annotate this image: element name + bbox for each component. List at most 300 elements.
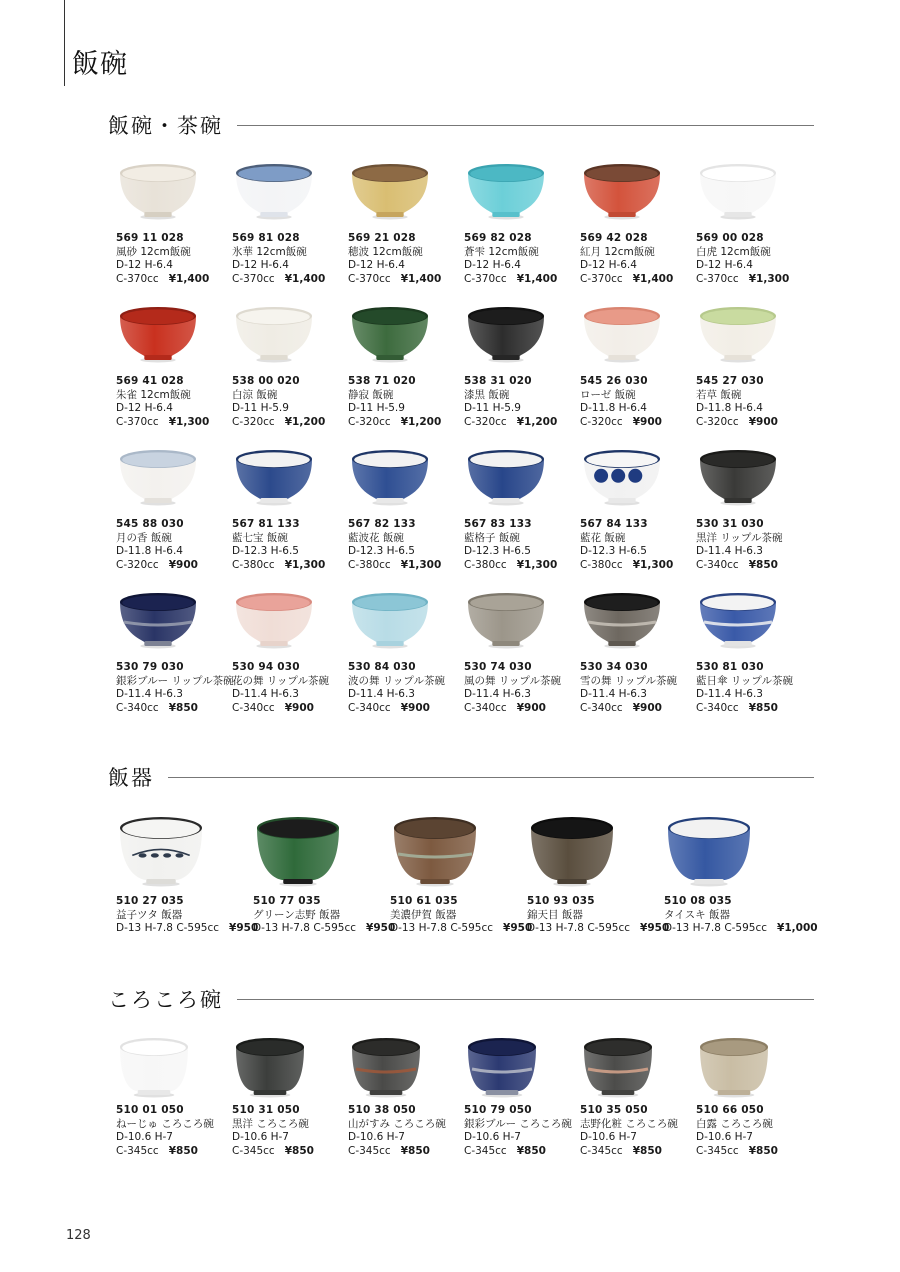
product-code: 510 66 050 <box>696 1104 764 1116</box>
product-grid-rice-vessels <box>108 815 818 945</box>
product-capacity: C-340cc <box>580 701 623 714</box>
product-dimensions: D-13 H-7.8 <box>390 922 447 935</box>
product-price: ¥950 <box>366 922 396 935</box>
product-name: 紅月 12cm飯碗 <box>580 245 655 258</box>
bowl-icon <box>466 1036 538 1098</box>
product-item <box>340 448 456 588</box>
product-price: ¥1,000 <box>777 922 818 935</box>
product-code: 510 31 050 <box>232 1104 300 1116</box>
bowl-icon <box>698 1036 770 1098</box>
bowl-icon <box>234 1036 306 1098</box>
product-capacity: C-320cc <box>116 558 159 571</box>
bowl-image <box>466 305 546 363</box>
product-code: 510 79 050 <box>464 1104 532 1116</box>
product-code: 569 82 028 <box>464 232 532 244</box>
bowl-icon <box>350 448 430 506</box>
product-name: 黒洋 リップル茶碗 <box>696 531 783 544</box>
bowl-icon <box>350 1036 422 1098</box>
product-name: 風の舞 リップル茶碗 <box>464 674 561 687</box>
product-dimensions: D-11 H-5.9 <box>232 402 289 415</box>
product-code: 569 41 028 <box>116 375 184 387</box>
bowl-image <box>350 591 430 649</box>
product-item <box>224 162 340 302</box>
product-capacity: C-345cc <box>580 1144 623 1157</box>
product-details <box>232 518 325 572</box>
product-dimensions: D-11 H-5.9 <box>464 402 521 415</box>
product-capacity: C-345cc <box>348 1144 391 1157</box>
product-dimensions: D-12 H-6.4 <box>348 259 405 272</box>
product-code: 567 83 133 <box>464 518 532 530</box>
product-price: ¥1,300 <box>400 558 442 571</box>
product-price: ¥900 <box>632 701 662 714</box>
product-price: ¥1,300 <box>168 415 210 428</box>
product-details <box>696 232 789 286</box>
product-item <box>688 448 804 588</box>
product-name: ねーじゅ ころころ碗 <box>116 1117 214 1130</box>
product-capacity: C-380cc <box>348 558 391 571</box>
product-details <box>580 661 677 715</box>
product-dimensions: D-11.4 H-6.3 <box>696 545 763 558</box>
bowl-image <box>234 1036 306 1098</box>
bowl-icon <box>255 815 341 887</box>
product-dimensions: D-12.3 H-6.5 <box>580 545 647 558</box>
bowl-image <box>255 815 341 887</box>
bowl-icon <box>582 305 662 363</box>
product-name: 静寂 飯碗 <box>348 388 394 401</box>
bowl-icon <box>234 591 314 649</box>
product-code: 569 11 028 <box>116 232 184 244</box>
product-price: ¥900 <box>632 415 662 428</box>
product-dimensions: D-11.4 H-6.3 <box>116 688 183 701</box>
product-price: ¥950 <box>640 922 670 935</box>
product-details <box>464 232 557 286</box>
product-capacity: C-595cc <box>587 922 631 935</box>
product-price: ¥1,400 <box>400 272 442 285</box>
product-code: 567 81 133 <box>232 518 300 530</box>
bowl-image <box>118 815 204 887</box>
product-details <box>232 1104 314 1158</box>
product-dimensions: D-10.6 H-7 <box>580 1131 637 1144</box>
product-price: ¥950 <box>503 922 533 935</box>
product-dimensions: D-12.3 H-6.5 <box>348 545 415 558</box>
product-name: 雪の舞 リップル茶碗 <box>580 674 677 687</box>
product-code: 569 42 028 <box>580 232 648 244</box>
bowl-image <box>350 305 430 363</box>
bowl-image <box>529 815 615 887</box>
product-item <box>224 305 340 445</box>
product-details <box>348 375 441 429</box>
product-code: 530 81 030 <box>696 661 764 673</box>
product-capacity: C-380cc <box>464 558 507 571</box>
product-name: 錦天目 飯器 <box>527 908 583 921</box>
product-price: ¥1,400 <box>284 272 326 285</box>
product-item <box>572 1036 688 1166</box>
product-capacity: C-340cc <box>696 701 739 714</box>
bowl-icon <box>582 448 662 506</box>
product-code: 569 81 028 <box>232 232 300 244</box>
product-item <box>340 305 456 445</box>
section-divider <box>168 777 814 778</box>
bowl-icon <box>118 1036 190 1098</box>
product-details <box>696 1104 778 1158</box>
product-details <box>527 895 669 936</box>
product-name: 風砂 12cm飯碗 <box>116 245 191 258</box>
product-capacity: C-320cc <box>348 415 391 428</box>
bowl-image <box>350 1036 422 1098</box>
product-capacity: C-345cc <box>464 1144 507 1157</box>
product-code: 545 88 030 <box>116 518 184 530</box>
product-capacity: C-595cc <box>450 922 494 935</box>
product-capacity: C-380cc <box>580 558 623 571</box>
bowl-icon <box>350 305 430 363</box>
product-code: 510 08 035 <box>664 895 732 907</box>
product-details <box>116 895 258 936</box>
product-dimensions: D-10.6 H-7 <box>696 1131 753 1144</box>
bowl-image <box>582 305 662 363</box>
product-capacity: C-340cc <box>116 701 159 714</box>
product-name: 白露 ころころ碗 <box>696 1117 773 1130</box>
product-dimensions: D-12 H-6.4 <box>580 259 637 272</box>
product-capacity: C-320cc <box>580 415 623 428</box>
bowl-image <box>466 162 546 220</box>
bowl-image <box>466 1036 538 1098</box>
product-item <box>456 1036 572 1166</box>
product-code: 530 94 030 <box>232 661 300 673</box>
product-details <box>464 661 561 715</box>
product-capacity: C-345cc <box>696 1144 739 1157</box>
product-dimensions: D-13 H-7.8 <box>664 922 721 935</box>
bowl-icon <box>118 305 198 363</box>
product-name: 美濃伊賀 飯器 <box>390 908 457 921</box>
bowl-image <box>118 162 198 220</box>
bowl-image <box>234 162 314 220</box>
product-name: 氷華 12cm飯碗 <box>232 245 307 258</box>
product-price: ¥1,300 <box>284 558 326 571</box>
bowl-image <box>118 305 198 363</box>
bowl-icon <box>666 815 752 887</box>
product-dimensions: D-10.6 H-7 <box>116 1131 173 1144</box>
product-price: ¥1,400 <box>632 272 674 285</box>
product-name: 銀彩ブルー ころころ碗 <box>464 1117 572 1130</box>
product-details <box>116 1104 214 1158</box>
product-dimensions: D-11.4 H-6.3 <box>348 688 415 701</box>
product-item <box>108 1036 224 1166</box>
bowl-image <box>118 591 198 649</box>
product-price: ¥1,400 <box>516 272 558 285</box>
product-capacity: C-320cc <box>464 415 507 428</box>
product-code: 510 27 035 <box>116 895 184 907</box>
product-item <box>340 162 456 302</box>
product-dimensions: D-12 H-6.4 <box>696 259 753 272</box>
product-name: 朱雀 12cm飯碗 <box>116 388 191 401</box>
product-item <box>519 815 670 945</box>
product-dimensions: D-12 H-6.4 <box>232 259 289 272</box>
product-item <box>688 591 804 731</box>
product-price: ¥900 <box>748 415 778 428</box>
product-item <box>456 305 572 445</box>
product-details <box>116 518 198 572</box>
product-code: 538 00 020 <box>232 375 300 387</box>
product-capacity: C-340cc <box>696 558 739 571</box>
bowl-icon <box>466 448 546 506</box>
product-capacity: C-595cc <box>176 922 220 935</box>
product-capacity: C-345cc <box>232 1144 275 1157</box>
product-capacity: C-340cc <box>232 701 275 714</box>
product-code: 538 31 020 <box>464 375 532 387</box>
product-capacity: C-345cc <box>116 1144 159 1157</box>
product-capacity: C-370cc <box>232 272 275 285</box>
bowl-image <box>582 162 662 220</box>
product-name: 藍七宝 飯碗 <box>232 531 288 544</box>
bowl-image <box>466 591 546 649</box>
product-dimensions: D-10.6 H-7 <box>232 1131 289 1144</box>
product-price: ¥950 <box>229 922 259 935</box>
product-details <box>348 1104 446 1158</box>
product-dimensions: D-11.8 H-6.4 <box>580 402 647 415</box>
product-item <box>245 815 396 945</box>
bowl-image <box>698 591 778 649</box>
product-capacity: C-370cc <box>116 415 159 428</box>
product-code: 538 71 020 <box>348 375 416 387</box>
bowl-icon <box>582 1036 654 1098</box>
section-title: 飯碗・茶碗 <box>108 114 223 138</box>
bowl-image <box>118 448 198 506</box>
product-price: ¥900 <box>168 558 198 571</box>
product-dimensions: D-11.4 H-6.3 <box>232 688 299 701</box>
bowl-image <box>582 448 662 506</box>
product-name: 黒洋 ころころ碗 <box>232 1117 309 1130</box>
product-details <box>696 518 783 572</box>
product-name: 益子ツタ 飯器 <box>116 908 183 921</box>
product-details <box>664 895 818 936</box>
product-name: グリーン志野 飯器 <box>253 908 341 921</box>
product-price: ¥1,200 <box>400 415 442 428</box>
product-code: 545 27 030 <box>696 375 764 387</box>
bowl-icon <box>698 162 778 220</box>
product-price: ¥900 <box>284 701 314 714</box>
product-code: 530 34 030 <box>580 661 648 673</box>
product-capacity: C-370cc <box>580 272 623 285</box>
product-capacity: C-340cc <box>348 701 391 714</box>
product-name: 白虎 12cm飯碗 <box>696 245 771 258</box>
product-item <box>688 162 804 302</box>
section-title: 飯器 <box>108 766 154 790</box>
product-dimensions: D-11.4 H-6.3 <box>696 688 763 701</box>
bowl-icon <box>582 591 662 649</box>
product-name: 月の香 飯碗 <box>116 531 172 544</box>
product-item <box>572 591 688 731</box>
bowl-image <box>234 305 314 363</box>
product-details <box>580 232 673 286</box>
bowl-image <box>466 448 546 506</box>
product-details <box>580 1104 678 1158</box>
product-code: 569 00 028 <box>696 232 764 244</box>
product-name: 山がすみ ころころ碗 <box>348 1117 446 1130</box>
product-price: ¥1,300 <box>516 558 558 571</box>
product-code: 545 26 030 <box>580 375 648 387</box>
page-title: 飯碗 <box>72 49 128 80</box>
product-item <box>572 162 688 302</box>
product-item <box>382 815 533 945</box>
product-grid-rice-bowls <box>108 162 804 731</box>
product-dimensions: D-11 H-5.9 <box>348 402 405 415</box>
bowl-icon <box>234 305 314 363</box>
product-code: 530 31 030 <box>696 518 764 530</box>
product-details <box>464 375 557 429</box>
product-name: 藍日傘 リップル茶碗 <box>696 674 793 687</box>
product-code: 567 82 133 <box>348 518 416 530</box>
product-capacity: C-370cc <box>116 272 159 285</box>
section-header-rice-bowls <box>108 110 814 140</box>
product-dimensions: D-12.3 H-6.5 <box>464 545 531 558</box>
product-price: ¥850 <box>748 558 778 571</box>
product-name: 志野化粧 ころころ碗 <box>580 1117 678 1130</box>
product-code: 510 77 035 <box>253 895 321 907</box>
product-item <box>456 162 572 302</box>
product-details <box>232 375 325 429</box>
product-item <box>224 591 340 731</box>
product-name: 若草 飯碗 <box>696 388 742 401</box>
product-dimensions: D-12 H-6.4 <box>116 402 173 415</box>
bowl-icon <box>350 162 430 220</box>
bowl-image <box>582 1036 654 1098</box>
bowl-icon <box>392 815 478 887</box>
product-details <box>116 232 209 286</box>
product-details <box>253 895 395 936</box>
product-dimensions: D-11.4 H-6.3 <box>464 688 531 701</box>
section-header-rice-vessels <box>108 762 814 792</box>
bowl-image <box>698 448 778 506</box>
bowl-icon <box>234 448 314 506</box>
product-price: ¥850 <box>284 1144 314 1157</box>
product-code: 530 74 030 <box>464 661 532 673</box>
product-name: 藍格子 飯碗 <box>464 531 520 544</box>
product-capacity: C-320cc <box>696 415 739 428</box>
bowl-icon <box>698 305 778 363</box>
product-code: 530 79 030 <box>116 661 184 673</box>
product-details <box>348 661 445 715</box>
bowl-icon <box>466 305 546 363</box>
product-details <box>348 518 441 572</box>
page-number: 128 <box>66 1228 91 1243</box>
section-title: ころころ碗 <box>108 988 223 1012</box>
product-item <box>456 591 572 731</box>
page-rule <box>64 0 65 86</box>
product-capacity: C-340cc <box>464 701 507 714</box>
product-name: 銀彩ブルー リップル茶碗 <box>116 674 234 687</box>
product-name: タイスキ 飯器 <box>664 908 731 921</box>
bowl-icon <box>118 448 198 506</box>
product-dimensions: D-10.6 H-7 <box>464 1131 521 1144</box>
product-price: ¥850 <box>168 1144 198 1157</box>
product-code: 510 35 050 <box>580 1104 648 1116</box>
product-item <box>572 448 688 588</box>
product-capacity: C-370cc <box>696 272 739 285</box>
product-details <box>580 375 662 429</box>
product-item <box>108 591 234 731</box>
product-item <box>340 591 456 731</box>
product-item <box>108 305 224 445</box>
product-capacity: C-320cc <box>232 415 275 428</box>
product-name: 藍波花 飯碗 <box>348 531 404 544</box>
bowl-icon <box>529 815 615 887</box>
product-code: 510 93 035 <box>527 895 595 907</box>
bowl-image <box>350 448 430 506</box>
bowl-image <box>118 1036 190 1098</box>
product-price: ¥1,200 <box>516 415 558 428</box>
product-code: 510 38 050 <box>348 1104 416 1116</box>
product-capacity: C-595cc <box>313 922 357 935</box>
product-dimensions: D-13 H-7.8 <box>527 922 584 935</box>
bowl-image <box>234 448 314 506</box>
product-name: 穂波 12cm飯碗 <box>348 245 423 258</box>
bowl-icon <box>466 162 546 220</box>
product-details <box>696 661 793 715</box>
product-dimensions: D-11.4 H-6.3 <box>580 688 647 701</box>
product-details <box>116 661 234 715</box>
bowl-icon <box>582 162 662 220</box>
product-code: 530 84 030 <box>348 661 416 673</box>
product-name: 白涼 飯碗 <box>232 388 278 401</box>
product-item <box>108 815 259 945</box>
product-code: 510 61 035 <box>390 895 458 907</box>
product-capacity: C-595cc <box>724 922 768 935</box>
bowl-icon <box>118 162 198 220</box>
product-details <box>696 375 778 429</box>
product-item <box>108 162 224 302</box>
product-code: 569 21 028 <box>348 232 416 244</box>
product-price: ¥1,200 <box>284 415 326 428</box>
bowl-icon <box>350 591 430 649</box>
product-item <box>224 1036 340 1166</box>
bowl-image <box>698 1036 770 1098</box>
product-item <box>340 1036 456 1166</box>
product-details <box>464 1104 572 1158</box>
product-price: ¥850 <box>516 1144 546 1157</box>
product-name: 藍花 飯碗 <box>580 531 626 544</box>
product-details <box>116 375 209 429</box>
product-dimensions: D-13 H-7.8 <box>253 922 310 935</box>
product-item <box>224 448 340 588</box>
bowl-image <box>234 591 314 649</box>
product-details <box>464 518 557 572</box>
product-dimensions: D-12.3 H-6.5 <box>232 545 299 558</box>
product-item <box>456 448 572 588</box>
product-dimensions: D-12 H-6.4 <box>116 259 173 272</box>
bowl-image <box>698 305 778 363</box>
product-capacity: C-370cc <box>464 272 507 285</box>
product-name: 波の舞 リップル茶碗 <box>348 674 445 687</box>
product-dimensions: D-11.8 H-6.4 <box>696 402 763 415</box>
product-price: ¥1,300 <box>748 272 790 285</box>
product-details <box>348 232 441 286</box>
product-price: ¥850 <box>748 701 778 714</box>
bowl-icon <box>698 448 778 506</box>
section-divider <box>237 999 814 1000</box>
bowl-image <box>698 162 778 220</box>
product-item <box>656 815 818 945</box>
product-capacity: C-380cc <box>232 558 275 571</box>
product-dimensions: D-12 H-6.4 <box>464 259 521 272</box>
product-details <box>232 661 329 715</box>
section-header-round-bowls <box>108 984 814 1014</box>
bowl-icon <box>234 162 314 220</box>
product-item <box>688 305 804 445</box>
product-name: ローゼ 飯碗 <box>580 388 636 401</box>
product-item <box>688 1036 804 1166</box>
bowl-icon <box>466 591 546 649</box>
product-name: 漆黒 飯碗 <box>464 388 510 401</box>
